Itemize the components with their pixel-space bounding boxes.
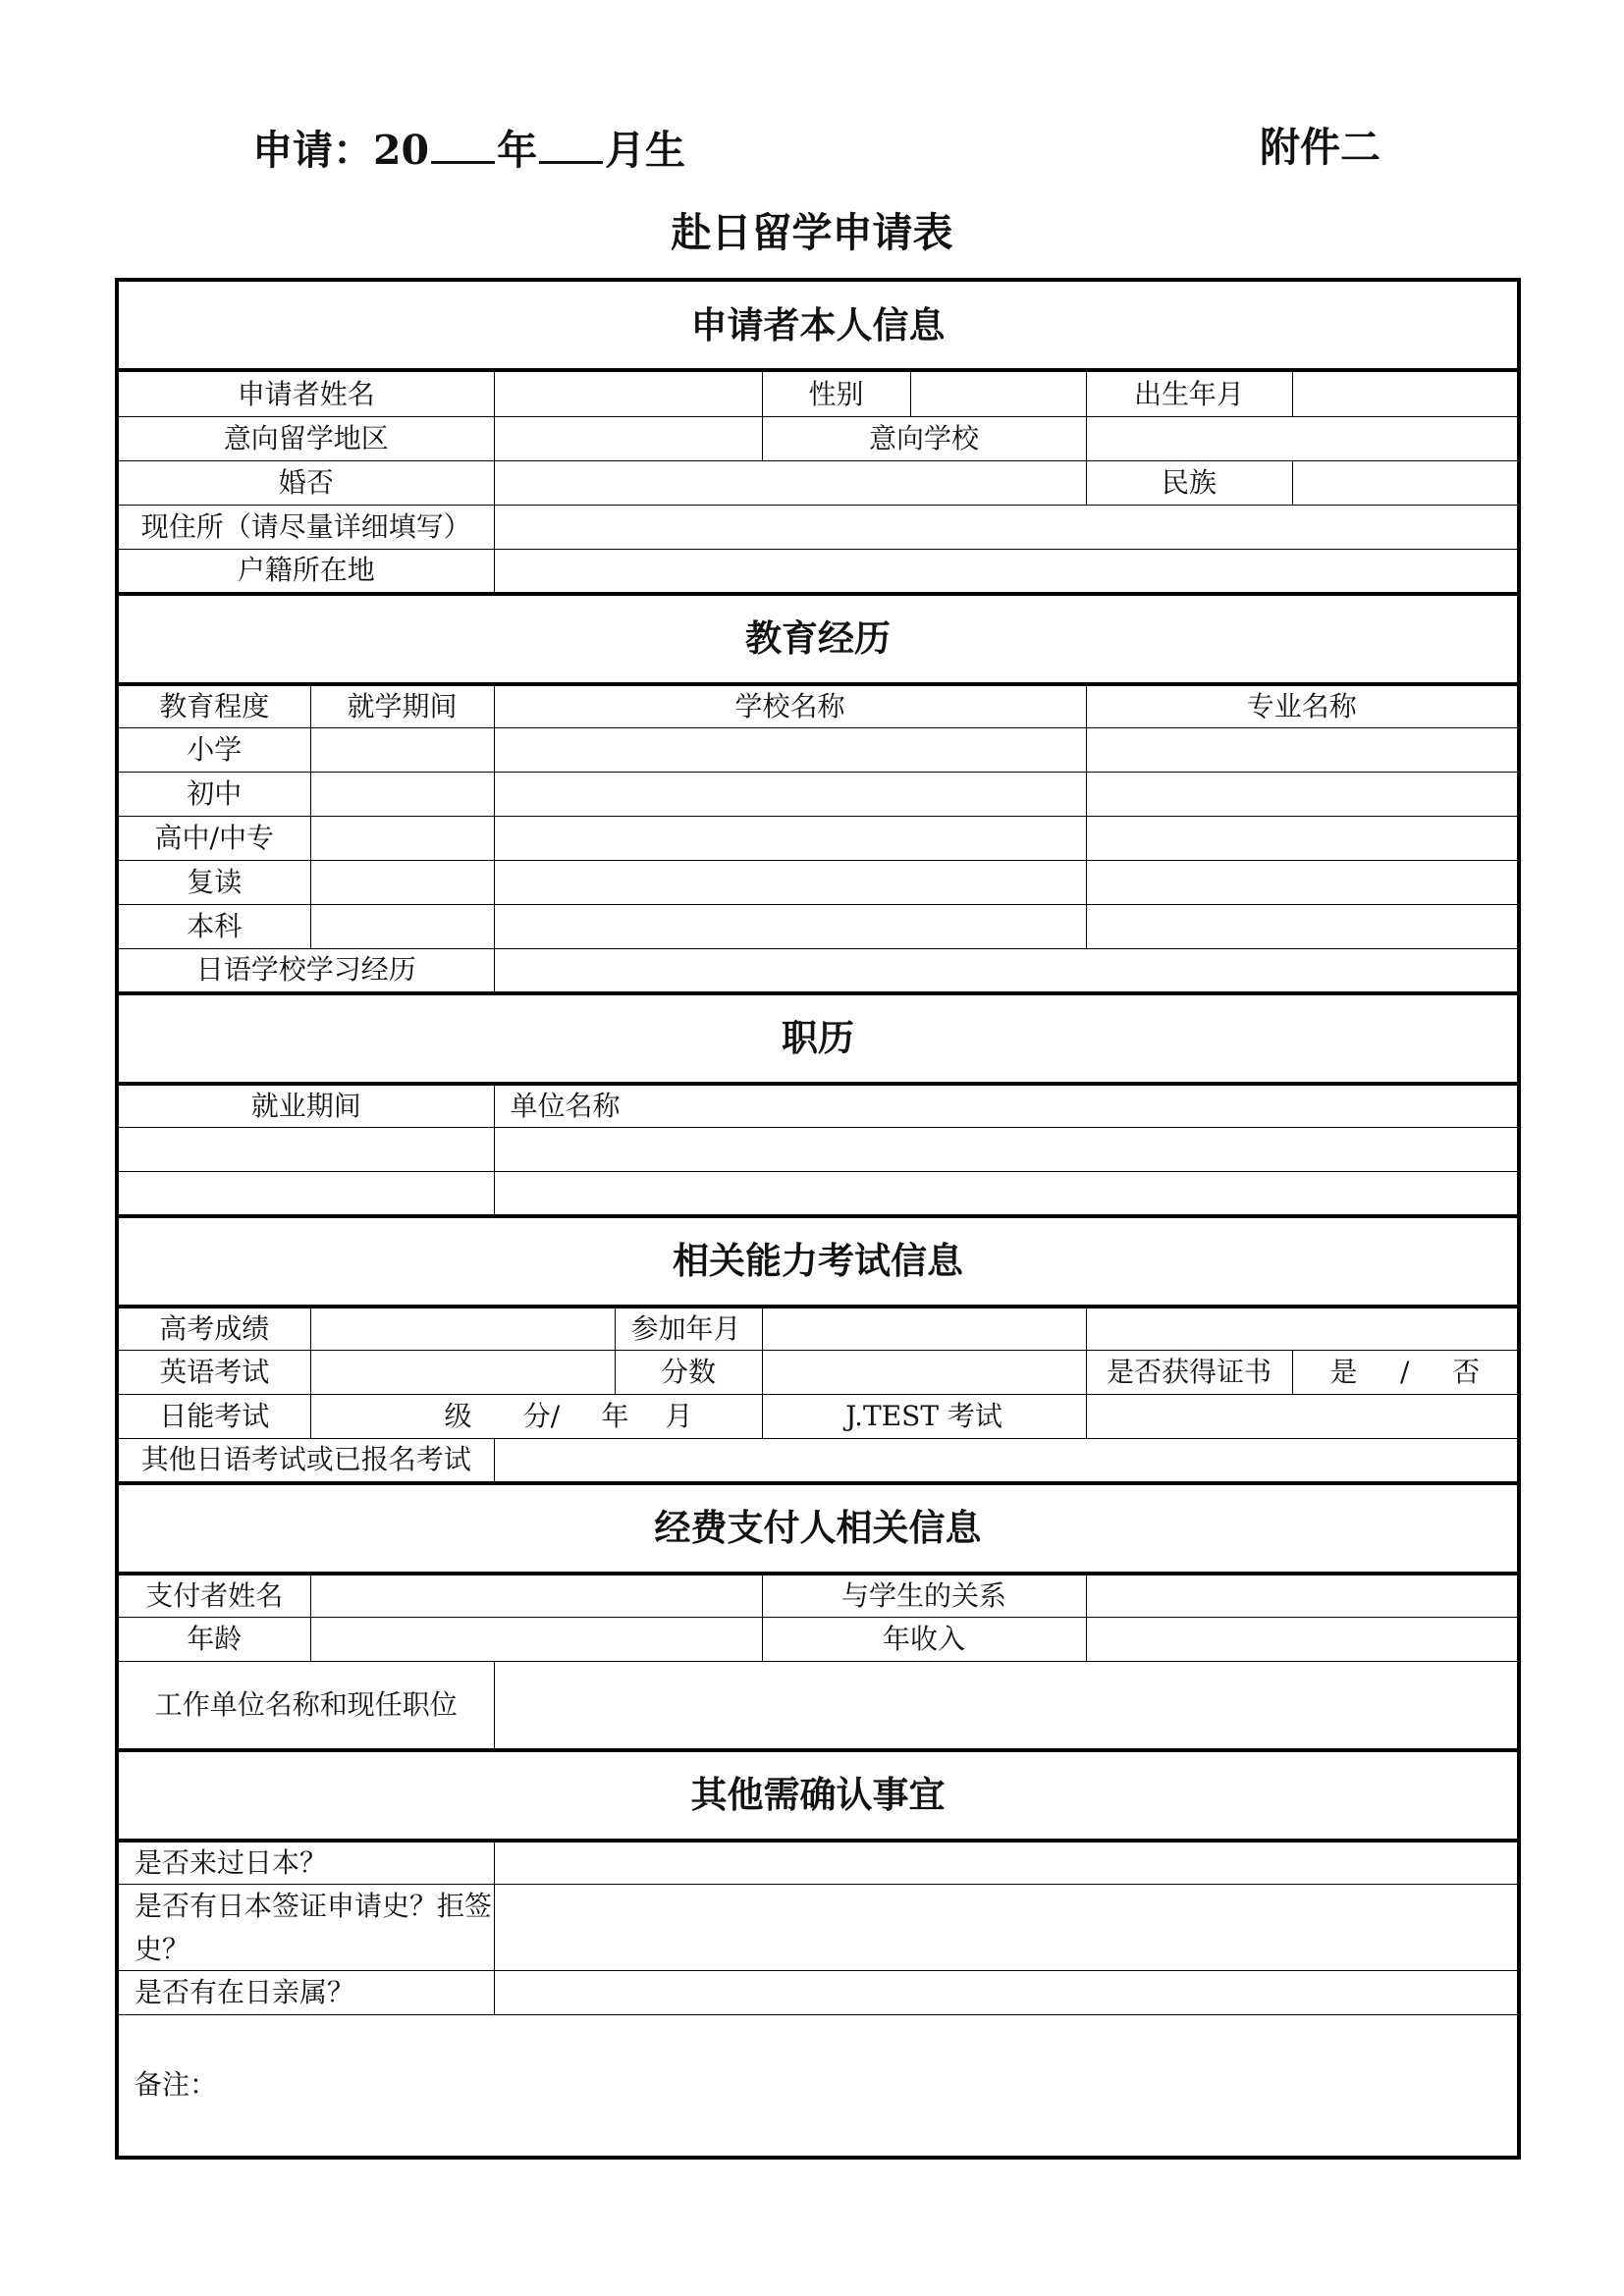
remarks-cell[interactable] bbox=[117, 2015, 1519, 2158]
label-year-taken: 参加年月 bbox=[615, 1307, 762, 1351]
application-date-line bbox=[252, 127, 686, 174]
table-row bbox=[117, 1885, 1519, 1971]
input-sponsor-name[interactable] bbox=[310, 1574, 762, 1618]
input-school[interactable] bbox=[1086, 417, 1519, 461]
table-row bbox=[117, 817, 1519, 861]
remarks-label: 备注： bbox=[135, 2068, 218, 2102]
level-senior: 高中/中专 bbox=[117, 817, 310, 861]
input-major[interactable] bbox=[1086, 905, 1519, 949]
label-marital: 婚否 bbox=[117, 461, 494, 506]
table-row bbox=[117, 1574, 1519, 1618]
input-hukou[interactable] bbox=[494, 550, 1519, 594]
input-school-name[interactable] bbox=[494, 728, 1086, 773]
label-english: 英语考试 bbox=[117, 1351, 310, 1395]
jlpt-month: 月 bbox=[665, 1400, 693, 1433]
input-age[interactable] bbox=[310, 1618, 762, 1662]
label-hukou: 户籍所在地 bbox=[117, 550, 494, 594]
label-q-visa: 是否有日本签证申请史？拒签史？ bbox=[117, 1885, 494, 1971]
label-jp-school: 日语学校学习经历 bbox=[117, 949, 494, 993]
input-major[interactable] bbox=[1086, 728, 1519, 773]
section-personal bbox=[117, 280, 1519, 370]
label-q-relatives: 是否有在日亲属？ bbox=[117, 1971, 494, 2015]
label-work: 工作单位名称和现任职位 bbox=[117, 1662, 494, 1750]
level-primary: 小学 bbox=[117, 728, 310, 773]
label-income: 年收入 bbox=[762, 1618, 1086, 1662]
cert-yes[interactable]: 是 bbox=[1329, 1356, 1358, 1389]
input-income[interactable] bbox=[1086, 1618, 1519, 1662]
table-row bbox=[117, 728, 1519, 773]
table-row bbox=[117, 1128, 1519, 1172]
apply-prefix: 申请：20 bbox=[252, 127, 430, 174]
application-form-table bbox=[115, 278, 1521, 2160]
label-cert: 是否获得证书 bbox=[1086, 1351, 1292, 1395]
table-row bbox=[117, 550, 1519, 594]
section-heading: 教育经历 bbox=[117, 594, 1519, 684]
label-ethnicity: 民族 bbox=[1086, 461, 1292, 506]
remarks-row bbox=[117, 2015, 1519, 2158]
year-label: 年 bbox=[497, 127, 538, 174]
attachment-label: 附件二 bbox=[1260, 124, 1380, 171]
section-education bbox=[117, 594, 1519, 684]
input-gaokao[interactable] bbox=[310, 1307, 615, 1351]
table-row bbox=[117, 461, 1519, 506]
table-row bbox=[117, 1084, 1519, 1128]
input-school-name[interactable] bbox=[494, 861, 1086, 905]
section-heading: 相关能力考试信息 bbox=[117, 1216, 1519, 1307]
col-major: 专业名称 bbox=[1086, 684, 1519, 728]
month-blank[interactable] bbox=[539, 128, 603, 164]
table-row bbox=[117, 1662, 1519, 1750]
cert-no[interactable]: 否 bbox=[1452, 1356, 1481, 1389]
cert-slash: / bbox=[1400, 1356, 1410, 1389]
input-company[interactable] bbox=[494, 1172, 1519, 1216]
label-birth: 出生年月 bbox=[1086, 370, 1292, 417]
cert-choice[interactable] bbox=[1292, 1351, 1519, 1395]
input-english[interactable] bbox=[310, 1351, 615, 1395]
col-period: 就学期间 bbox=[310, 684, 494, 728]
input-period[interactable] bbox=[310, 773, 494, 817]
label-jtest: J.TEST 考试 bbox=[762, 1395, 1086, 1439]
input-gender[interactable] bbox=[911, 372, 1086, 416]
col-company: 单位名称 bbox=[494, 1084, 1519, 1128]
label-name: 申请者姓名 bbox=[117, 370, 494, 417]
input-name[interactable] bbox=[494, 370, 762, 417]
input-year-taken[interactable] bbox=[762, 1307, 1086, 1351]
input-birth[interactable] bbox=[1292, 370, 1519, 417]
section-heading: 其他需确认事宜 bbox=[117, 1750, 1519, 1841]
label-gender: 性别 bbox=[763, 372, 911, 416]
table-row bbox=[117, 1172, 1519, 1216]
input-other-exam[interactable] bbox=[494, 1439, 1519, 1483]
year-blank[interactable] bbox=[431, 128, 495, 164]
section-sponsor bbox=[117, 1483, 1519, 1574]
level-bachelor: 本科 bbox=[117, 905, 310, 949]
col-employment-period: 就业期间 bbox=[117, 1084, 494, 1128]
input-extra[interactable] bbox=[1086, 1307, 1519, 1351]
input-period[interactable] bbox=[310, 905, 494, 949]
level-repeat: 复读 bbox=[117, 861, 310, 905]
input-school-name[interactable] bbox=[494, 905, 1086, 949]
input-major[interactable] bbox=[1086, 817, 1519, 861]
input-jp-school[interactable] bbox=[494, 949, 1519, 993]
table-row bbox=[117, 1841, 1519, 1885]
label-jlpt: 日能考试 bbox=[117, 1395, 310, 1439]
section-heading: 申请者本人信息 bbox=[117, 280, 1519, 370]
table-row bbox=[117, 1971, 1519, 2015]
label-gaokao: 高考成绩 bbox=[117, 1307, 310, 1351]
label-age: 年龄 bbox=[117, 1618, 310, 1662]
gender-cell bbox=[762, 370, 1086, 417]
input-jtest[interactable] bbox=[1086, 1395, 1519, 1439]
section-career bbox=[117, 993, 1519, 1084]
input-period[interactable] bbox=[310, 817, 494, 861]
col-school: 学校名称 bbox=[494, 684, 1086, 728]
label-school: 意向学校 bbox=[762, 417, 1086, 461]
input-score[interactable] bbox=[762, 1351, 1086, 1395]
input-address[interactable] bbox=[494, 506, 1519, 550]
input-period[interactable] bbox=[310, 861, 494, 905]
label-address: 现住所（请尽量详细填写） bbox=[117, 506, 494, 550]
table-row bbox=[117, 684, 1519, 728]
label-other-exam: 其他日语考试或已报名考试 bbox=[117, 1439, 494, 1483]
table-row bbox=[117, 417, 1519, 461]
section-exams bbox=[117, 1216, 1519, 1307]
table-row bbox=[117, 1351, 1519, 1395]
table-row bbox=[117, 1439, 1519, 1483]
input-period[interactable] bbox=[310, 728, 494, 773]
input-q-relatives[interactable] bbox=[494, 1971, 1519, 2015]
input-ethnicity[interactable] bbox=[1292, 461, 1519, 506]
table-row bbox=[117, 1395, 1519, 1439]
section-heading: 经费支付人相关信息 bbox=[117, 1483, 1519, 1574]
input-major[interactable] bbox=[1086, 773, 1519, 817]
table-row bbox=[117, 1307, 1519, 1351]
table-row bbox=[117, 905, 1519, 949]
input-school-name[interactable] bbox=[494, 817, 1086, 861]
input-school-name[interactable] bbox=[494, 773, 1086, 817]
table-row bbox=[117, 506, 1519, 550]
input-work[interactable] bbox=[494, 1662, 1519, 1750]
input-region[interactable] bbox=[494, 417, 762, 461]
month-label: 月生 bbox=[605, 127, 686, 174]
input-relation[interactable] bbox=[1086, 1574, 1519, 1618]
form-title: 赴日留学申请表 bbox=[671, 209, 953, 256]
table-row bbox=[117, 773, 1519, 817]
table-row bbox=[117, 949, 1519, 993]
input-employment-period[interactable] bbox=[117, 1172, 494, 1216]
table-row bbox=[117, 861, 1519, 905]
input-marital[interactable] bbox=[494, 461, 1086, 506]
jlpt-score: 分/ bbox=[522, 1400, 561, 1433]
input-jlpt[interactable] bbox=[310, 1395, 762, 1439]
label-region: 意向留学地区 bbox=[117, 417, 494, 461]
label-relation: 与学生的关系 bbox=[762, 1574, 1086, 1618]
col-level: 教育程度 bbox=[117, 684, 310, 728]
label-sponsor-name: 支付者姓名 bbox=[117, 1574, 310, 1618]
table-row bbox=[117, 1618, 1519, 1662]
input-major[interactable] bbox=[1086, 861, 1519, 905]
section-heading: 职历 bbox=[117, 993, 1519, 1084]
table-row bbox=[117, 370, 1519, 417]
jlpt-level: 级 bbox=[444, 1400, 472, 1433]
input-employment-period[interactable] bbox=[117, 1128, 494, 1172]
label-score: 分数 bbox=[615, 1351, 762, 1395]
label-q-visited: 是否来过日本？ bbox=[117, 1841, 494, 1885]
input-company[interactable] bbox=[494, 1128, 1519, 1172]
level-junior: 初中 bbox=[117, 773, 310, 817]
input-q-visited[interactable] bbox=[494, 1841, 1519, 1885]
input-q-visa[interactable] bbox=[494, 1885, 1519, 1971]
section-other bbox=[117, 1750, 1519, 1841]
jlpt-year: 年 bbox=[601, 1400, 629, 1433]
